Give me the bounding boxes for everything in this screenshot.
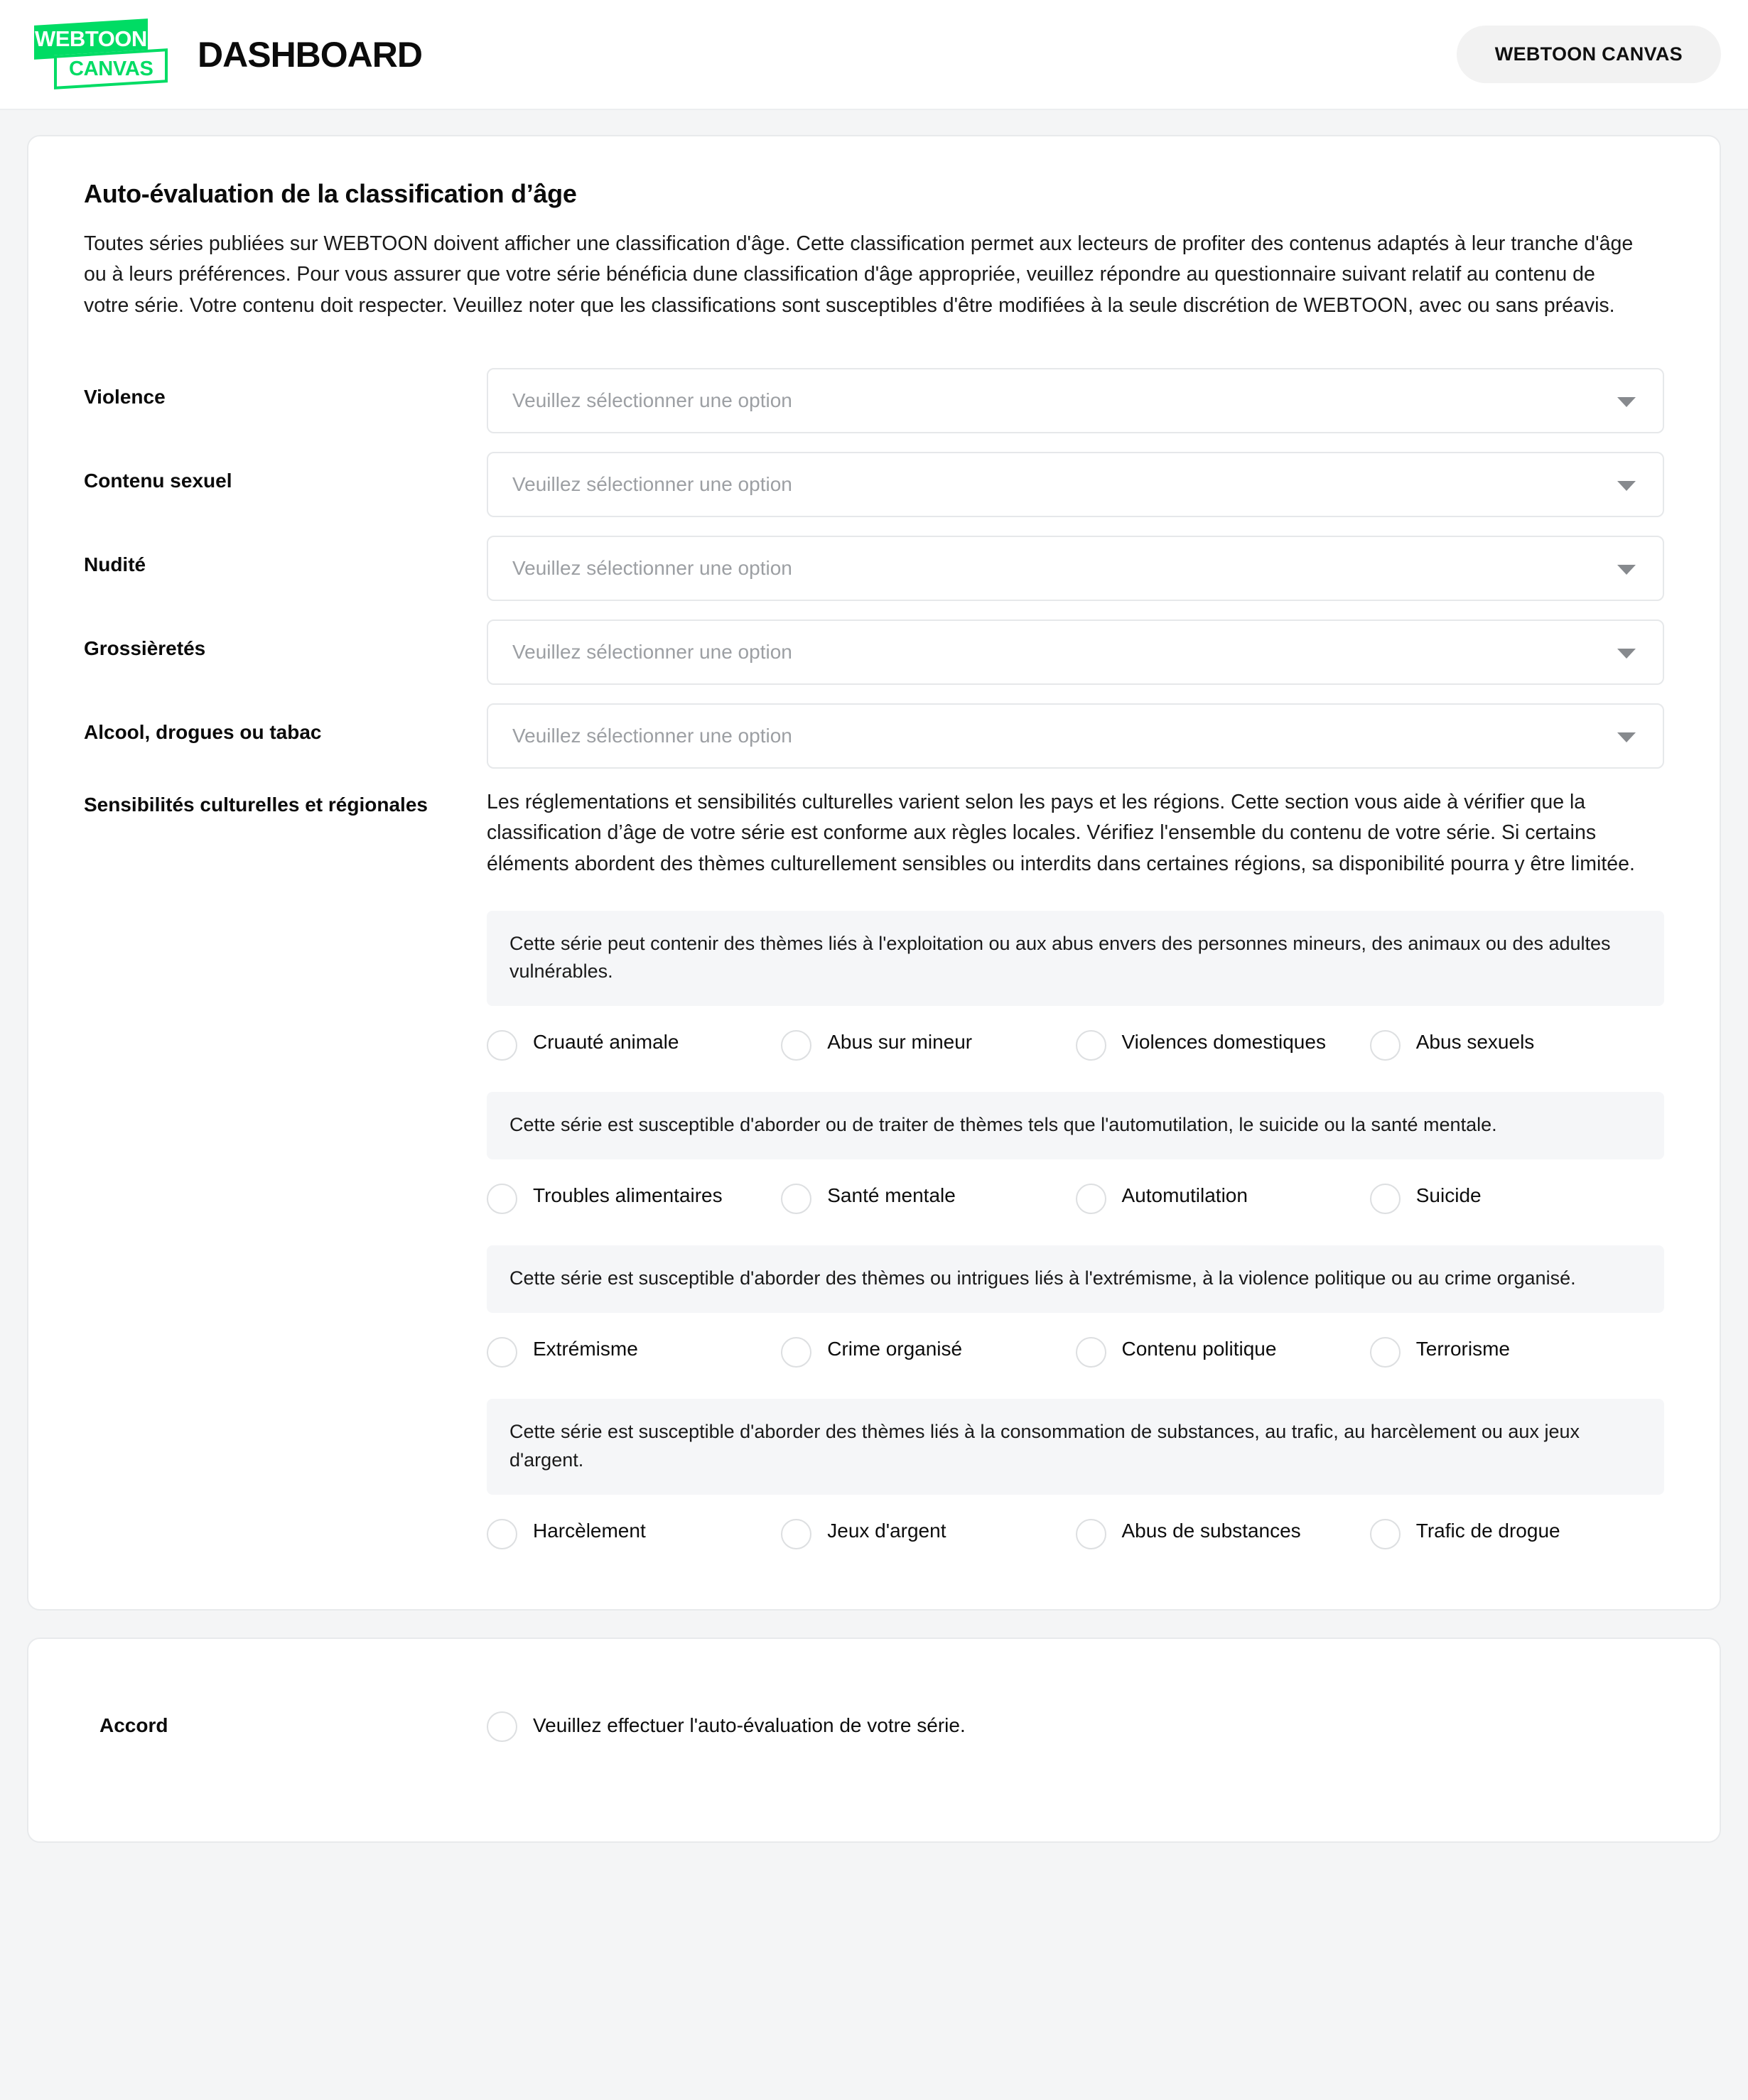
option-label: Abus sexuels (1415, 1031, 1535, 1054)
row-field-cultural-sensitivities (487, 787, 1664, 1559)
radio-icon[interactable] (487, 1711, 517, 1742)
radio-icon[interactable] (781, 1519, 811, 1549)
chevron-down-icon (1617, 649, 1636, 659)
select-alcool-drogues-tabac[interactable] (487, 703, 1664, 769)
form-row-contenu-sexuel (84, 452, 1664, 517)
option-label: Harcèlement (533, 1519, 646, 1542)
radio-icon[interactable] (1076, 1519, 1106, 1549)
option-troubles-alimentaires[interactable] (487, 1182, 781, 1214)
radio-icon[interactable] (1370, 1519, 1401, 1549)
cultural-description: Les réglementations et sensibilités culturelles varient selon les pays et les régions. Cette section vous aide à vérifier que la classification d’âge de votre série est conforme aux règles locales. Vérifiez l'ensemble du contenu de votre série. Si certains éléments abordent des thèmes culturellement sensibles ou interdits dans certaines régions, sa disponibilité pourra y être limitée. (487, 790, 1635, 875)
radio-icon[interactable] (487, 1184, 517, 1214)
option-contenu-politique[interactable] (1076, 1336, 1370, 1368)
select-grossieretes-value: Veuillez sélectionner une option (512, 640, 792, 663)
row-label-nudite: Nudité (84, 553, 146, 575)
theme-banner: Cette série est susceptible d'aborder des thèmes liés à la consommation de substances, au trafic, au harcèlement ou aux jeux d'argent. (487, 1399, 1664, 1494)
radio-icon[interactable] (487, 1519, 517, 1549)
option-label: Jeux d'argent (827, 1519, 946, 1542)
theme-banner: Cette série est susceptible d'aborder des thèmes ou intrigues liés à l'extrémisme, à la violence politique ou au crime organisé. (487, 1245, 1664, 1313)
select-contenu-sexuel[interactable] (487, 452, 1664, 517)
select-nudite[interactable] (487, 536, 1664, 601)
theme-group-self-harm-mental-health (487, 1092, 1664, 1214)
option-violences-domestiques[interactable] (1076, 1029, 1370, 1061)
chevron-down-icon (1617, 397, 1636, 407)
section-title: Auto-évaluation de la classification d’âge (84, 179, 577, 208)
option-label: Crime organisé (827, 1338, 963, 1360)
select-violence-value: Veuillez sélectionner une option (512, 389, 792, 411)
row-label-cultural-sensitivities: Sensibilités culturelles et régionales (84, 793, 428, 816)
radio-icon[interactable] (781, 1184, 811, 1214)
option-label: Automutilation (1121, 1184, 1248, 1207)
select-nudite-value: Veuillez sélectionner une option (512, 556, 792, 579)
option-jeux-d-argent[interactable] (781, 1517, 1075, 1549)
webtoon-canvas-logo[interactable] (34, 21, 176, 89)
rating-form (84, 368, 1664, 1559)
option-cruaute-animale[interactable] (487, 1029, 781, 1061)
accord-label: Accord (99, 1714, 168, 1737)
radio-icon[interactable] (487, 1337, 517, 1368)
option-harcelement[interactable] (487, 1517, 781, 1549)
option-label: Cruauté animale (533, 1031, 679, 1054)
row-field-nudite (487, 536, 1664, 601)
select-alcool-drogues-tabac-value: Veuillez sélectionner une option (512, 724, 792, 747)
accord-row (84, 1710, 1664, 1742)
radio-icon[interactable] (781, 1030, 811, 1061)
logo-webtoon-text: WEBTOON (35, 26, 147, 51)
accord-card (27, 1638, 1721, 1843)
row-field-violence (487, 368, 1664, 433)
app-header (0, 0, 1748, 110)
radio-icon[interactable] (1076, 1184, 1106, 1214)
row-field-alcool-drogues-tabac (487, 703, 1664, 769)
row-field-grossieretes (487, 619, 1664, 685)
option-label: Trafic de drogue (1415, 1519, 1560, 1542)
chevron-down-icon (1617, 565, 1636, 575)
option-accord-confirmation[interactable] (487, 1710, 966, 1742)
row-label-grossieretes: Grossièretés (84, 637, 206, 659)
row-label-alcool-drogues-tabac: Alcool, drogues ou tabac (84, 720, 322, 743)
radio-icon[interactable] (1076, 1337, 1106, 1368)
option-abus-de-substances[interactable] (1076, 1517, 1370, 1549)
option-terrorisme[interactable] (1370, 1336, 1664, 1368)
theme-group-extremism-politics (487, 1245, 1664, 1368)
option-trafic-de-drogue[interactable] (1370, 1517, 1664, 1549)
option-label: Suicide (1415, 1184, 1482, 1207)
form-row-violence (84, 368, 1664, 433)
option-abus-sexuels[interactable] (1370, 1029, 1664, 1061)
theme-banner: Cette série est susceptible d'aborder ou de traiter de thèmes tels que l'automutilation, le suicide ou la santé mentale. (487, 1092, 1664, 1159)
radio-icon[interactable] (487, 1030, 517, 1061)
theme-options (487, 1182, 1664, 1214)
radio-icon[interactable] (1370, 1184, 1401, 1214)
radio-icon[interactable] (1370, 1030, 1401, 1061)
theme-options (487, 1029, 1664, 1061)
option-label: Violences domestiques (1121, 1031, 1326, 1054)
option-label: Extrémisme (533, 1338, 638, 1360)
select-violence[interactable] (487, 368, 1664, 433)
option-abus-sur-mineur[interactable] (781, 1029, 1075, 1061)
logo-canvas-text: CANVAS (68, 57, 153, 80)
row-label-contenu-sexuel: Contenu sexuel (84, 469, 232, 492)
option-label: Abus sur mineur (827, 1031, 973, 1054)
radio-icon[interactable] (1076, 1030, 1106, 1061)
select-contenu-sexuel-value: Veuillez sélectionner une option (512, 472, 792, 495)
theme-group-substances-gambling (487, 1399, 1664, 1549)
option-suicide[interactable] (1370, 1182, 1664, 1214)
option-extremisme[interactable] (487, 1336, 781, 1368)
logo-canvas-banner (54, 48, 168, 90)
theme-banner: Cette série peut contenir des thèmes liés à l'exploitation ou aux abus envers des personnes mineurs, des animaux ou des adultes vulnérables. (487, 911, 1664, 1006)
option-label: Contenu politique (1121, 1338, 1277, 1360)
theme-group-exploitation-abuse (487, 911, 1664, 1061)
option-sante-mentale[interactable] (781, 1182, 1075, 1214)
form-row-nudite (84, 536, 1664, 601)
form-row-cultural-sensitivities (84, 787, 1664, 1559)
theme-options (487, 1336, 1664, 1368)
radio-icon[interactable] (1370, 1337, 1401, 1368)
section-description: Toutes séries publiées sur WEBTOON doivent afficher une classification d'âge. Cette classification permet aux lecteurs de profiter des contenus adaptés à leur tranche d'âge ou à leurs préférences. Pour vous assurer que votre série bénéficia dune classification d'âge appropriée, veuillez répondre au questionnaire suivant relatif au contenu de votre série. Votre contenu doit respecter. Veuillez noter que les classifications sont susceptibles d'être modifiées à la seule discrétion de WEBTOON, avec ou sans préavis. (84, 232, 1634, 317)
option-crime-organise[interactable] (781, 1336, 1075, 1368)
option-automutilation[interactable] (1076, 1182, 1370, 1214)
chevron-down-icon (1617, 732, 1636, 742)
webtoon-canvas-button[interactable]: WEBTOON CANVAS (1457, 26, 1721, 83)
option-label: Terrorisme (1415, 1338, 1510, 1360)
chevron-down-icon (1617, 481, 1636, 491)
select-grossieretes[interactable] (487, 619, 1664, 685)
option-label: Abus de substances (1121, 1519, 1301, 1542)
theme-options (487, 1517, 1664, 1549)
brand-block (34, 21, 422, 89)
row-field-contenu-sexuel (487, 452, 1664, 517)
accord-option-label: Veuillez effectuer l'auto-évaluation de votre série. (533, 1714, 966, 1737)
option-label: Santé mentale (827, 1184, 956, 1207)
page-body (0, 110, 1748, 1843)
page-title: DASHBOARD (198, 34, 422, 75)
form-row-grossieretes (84, 619, 1664, 685)
row-label-violence: Violence (84, 385, 166, 408)
self-rating-card (27, 135, 1721, 1611)
form-row-alcool-drogues-tabac (84, 703, 1664, 769)
radio-icon[interactable] (781, 1337, 811, 1368)
option-label: Troubles alimentaires (533, 1184, 723, 1207)
